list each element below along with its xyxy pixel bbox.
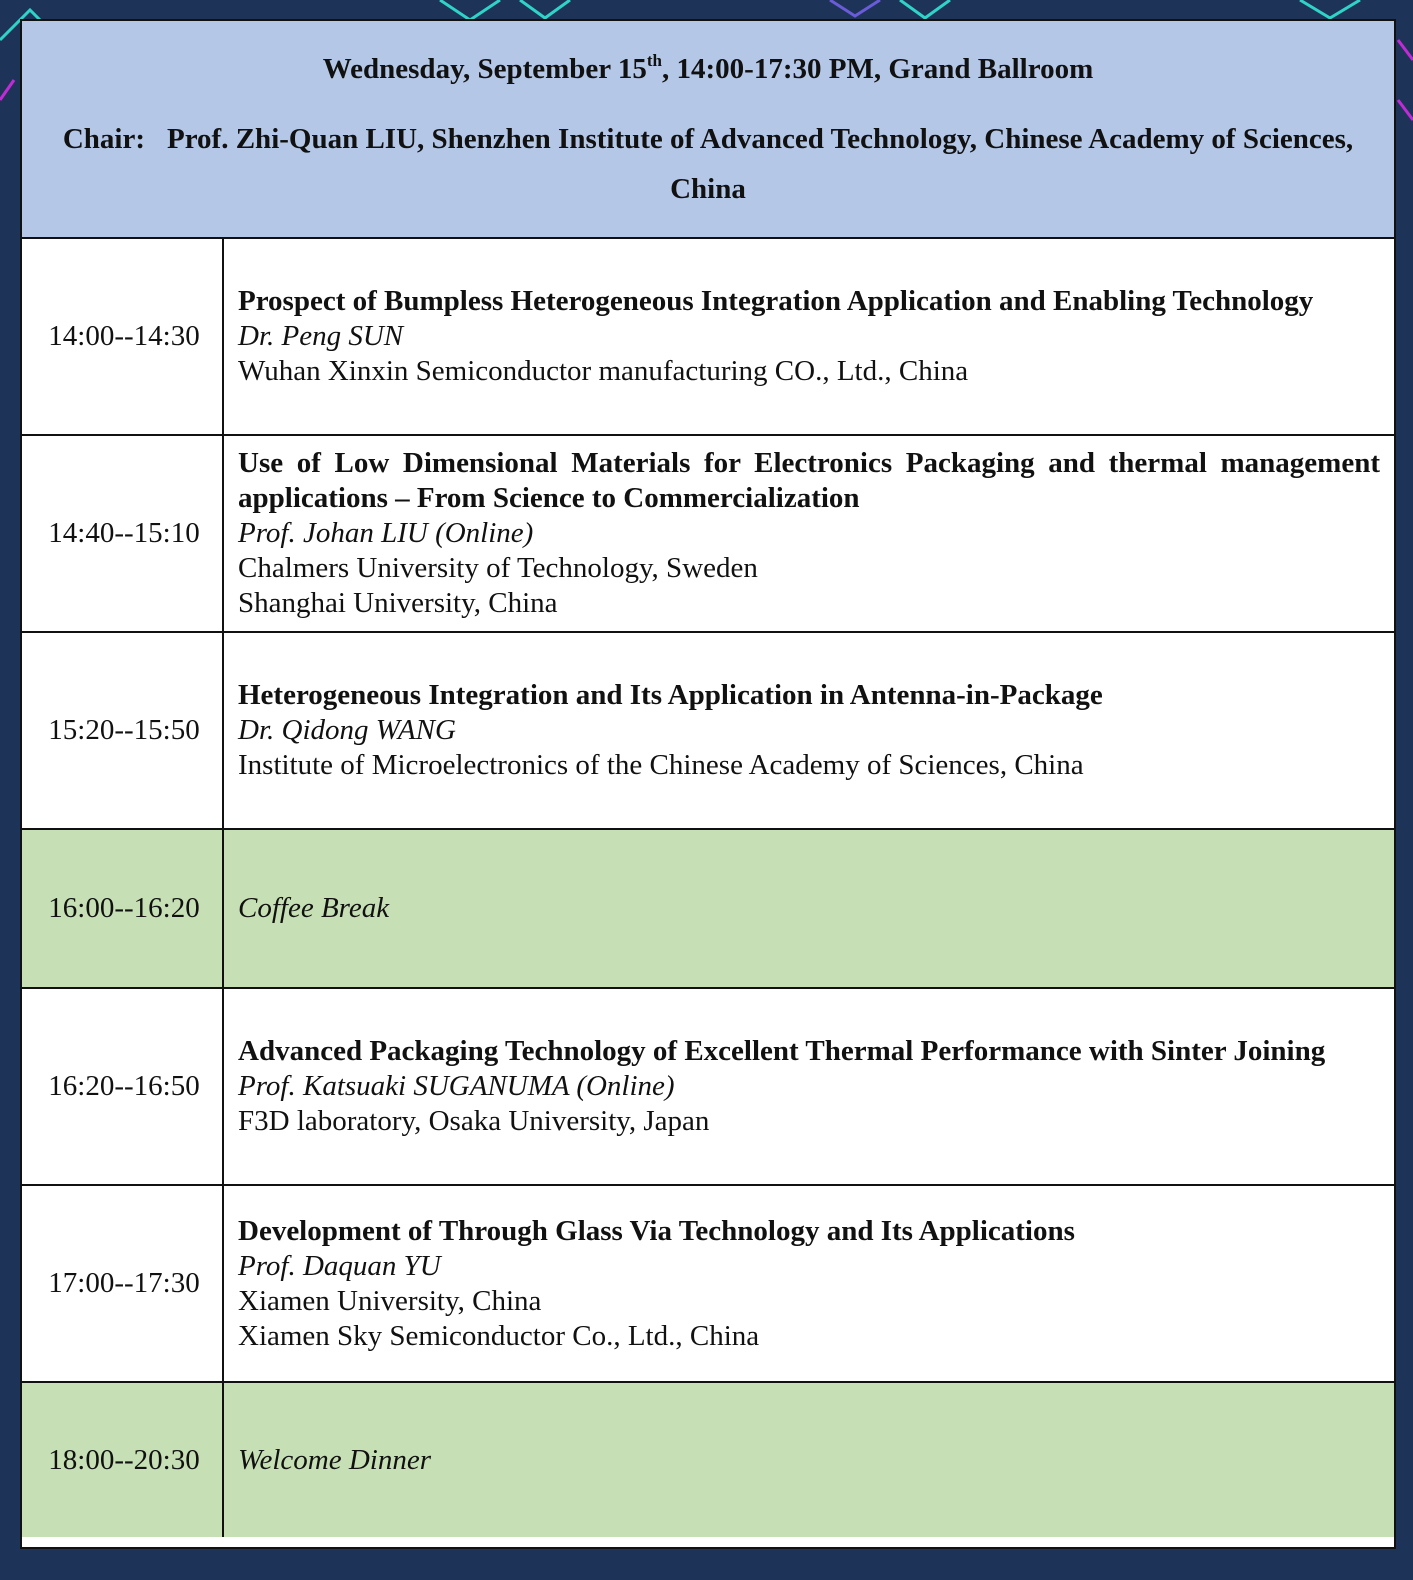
speaker-name: Dr. Peng SUN (238, 320, 404, 352)
session-time: 17:00--17:30 (22, 1186, 224, 1381)
talk-title: Advanced Packaging Technology of Excellent Thermal Performance with Sinter Joining (238, 1035, 1326, 1067)
table-row (22, 436, 1394, 633)
table-row (22, 1186, 1394, 1383)
break-label: Welcome Dinner (238, 1443, 432, 1476)
session-header (22, 21, 1394, 239)
break-row (22, 1383, 1394, 1537)
session-date-time-venue: Wednesday, September 15th, 14:00-17:30 PM, Grand Ballroom (322, 51, 1094, 85)
speaker-affiliation: Xiamen Sky Semiconductor Co., Ltd., China (238, 1319, 760, 1352)
speaker-name: Dr. Qidong WANG (238, 714, 456, 746)
session-details (224, 436, 1394, 631)
talk-title: Heterogeneous Integration and Its Application in Antenna-in-Package (238, 679, 1103, 711)
speaker-name: Prof. Johan LIU (Online) (238, 517, 534, 549)
break-label: Coffee Break (238, 892, 390, 924)
speaker-affiliation: Chalmers University of Technology, Sweden (238, 552, 758, 584)
speaker-affiliation: Wuhan Xinxin Semiconductor manufacturing CO., Ltd., China (238, 355, 969, 387)
session-time: 16:20--16:50 (22, 989, 224, 1184)
session-time: 14:40--15:10 (22, 436, 224, 631)
speaker-affiliation: Shanghai University, China (238, 587, 558, 619)
chair-label: Chair: (62, 123, 145, 155)
session-details (224, 1186, 1394, 1381)
table-row (22, 239, 1394, 436)
session-time: 14:00--14:30 (22, 239, 224, 434)
talk-title: Development of Through Glass Via Technology and Its Applications (238, 1214, 1075, 1247)
speaker-name: Prof. Daquan YU (238, 1249, 441, 1282)
session-time: 16:00--16:20 (22, 830, 224, 987)
session-details (224, 989, 1394, 1184)
session-details (224, 239, 1394, 434)
speaker-affiliation: Institute of Microelectronics of the Chinese Academy of Sciences, China (238, 749, 1084, 781)
talk-title: Use of Low Dimensional Materials for Electronics Packaging and thermal management applications – From Science to Commercialization (238, 447, 1380, 514)
schedule-table (20, 19, 1396, 1549)
session-details (224, 633, 1394, 828)
break-row (22, 830, 1394, 989)
session-chair (22, 114, 1394, 214)
session-time: 18:00--20:30 (22, 1383, 224, 1537)
table-row (22, 989, 1394, 1186)
speaker-name: Prof. Katsuaki SUGANUMA (Online) (238, 1070, 675, 1102)
session-time: 15:20--15:50 (22, 633, 224, 828)
table-row (22, 633, 1394, 830)
chair-name: Prof. Zhi-Quan LIU, Shenzhen Institute of Advanced Technology, Chinese Academy of Sciences, China (167, 123, 1354, 205)
speaker-affiliation: Xiamen University, China (238, 1284, 542, 1317)
speaker-affiliation: F3D laboratory, Osaka University, Japan (238, 1105, 710, 1137)
talk-title: Prospect of Bumpless Heterogeneous Integration Application and Enabling Technology (238, 285, 1314, 317)
